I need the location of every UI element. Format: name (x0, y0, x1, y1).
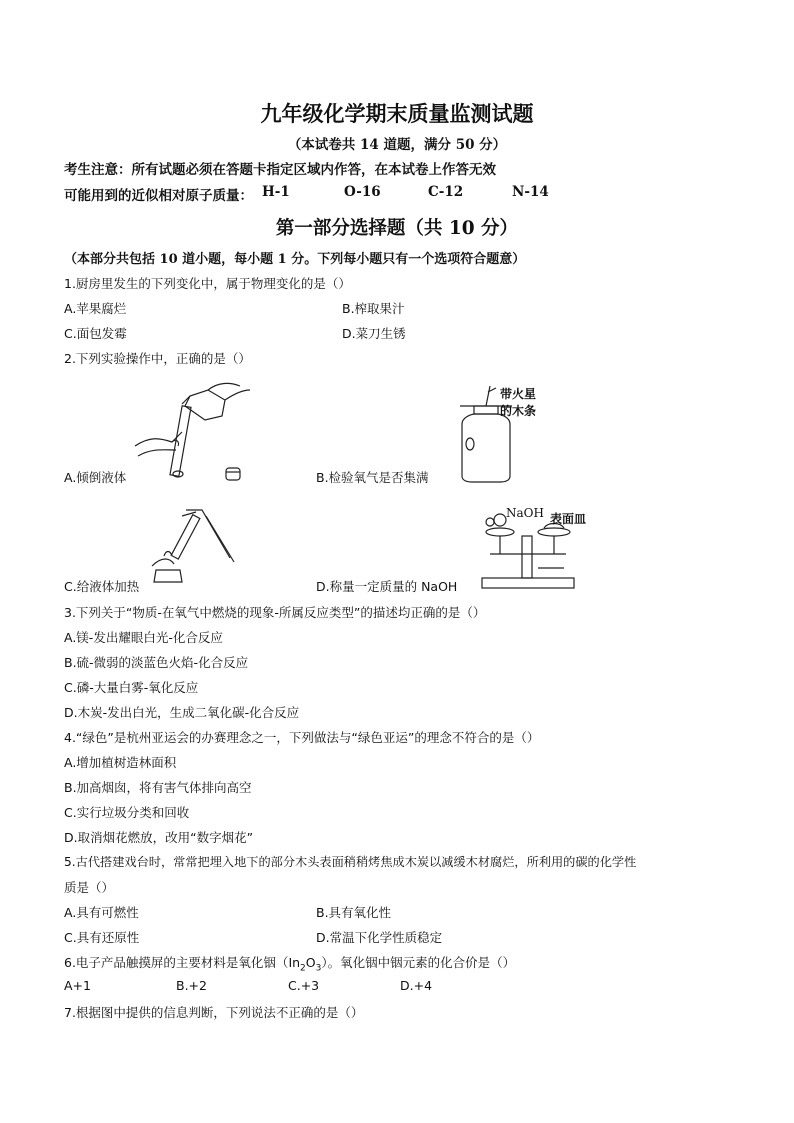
atomic-mass-n: N-14 (512, 184, 549, 200)
q6-formula (288, 955, 322, 974)
atomic-mass-o: O-16 (344, 184, 381, 200)
q6-option-d: D.+4 (400, 978, 433, 993)
q5-option-d: D.常温下化学性质稳定 (316, 930, 443, 945)
q6-option-c: C.+3 (288, 978, 320, 993)
atomic-mass-h: H-1 (262, 184, 290, 200)
q3-option-b: B.硫-微弱的淡蓝色火焰-化合反应 (64, 655, 249, 670)
q5-stem-line2: 质是（） (64, 880, 115, 895)
page-title: 九年级化学期末质量监测试题 (260, 101, 534, 126)
q3-stem: 3.下列关于“物质-在氧气中燃烧的现象-所属反应类型”的描述均正确的是（） (64, 605, 486, 620)
q3-option-c: C.磷-大量白雾-氧化反应 (64, 680, 199, 695)
part1-title: 第一部分选择题（共 10 分） (275, 218, 519, 239)
q6-stem-pre: 6.电子产品触摸屏的主要材料是氧化铟（ (64, 955, 289, 970)
q4-option-a: A.增加植树造林面积 (64, 755, 177, 770)
q4-stem: 4.“绿色”是杭州亚运会的办赛理念之一，下列做法与“绿色亚运”的理念不符合的是（） (64, 730, 540, 745)
q1-option-b: B.榨取果汁 (342, 301, 405, 316)
figure-pouring-liquid (130, 376, 260, 484)
q6-stem (64, 953, 515, 974)
q6-option-b: B.+2 (176, 978, 207, 993)
q7-stem: 7.根据图中提供的信息判断，下列说法不正确的是（） (64, 1005, 364, 1020)
q2-option-d: D.称量一定质量的 NaOH (316, 579, 458, 594)
q2-d-dish-label: 表面皿 (550, 512, 587, 526)
q4-option-b: B.加高烟囱，将有害气体排向高空 (64, 780, 252, 795)
q4-option-c: C.实行垃圾分类和回收 (64, 805, 190, 820)
q2-option-b: B.检验氧气是否集满 (316, 470, 429, 485)
q2-b-label-line1: 带火星 (500, 387, 537, 401)
q2-b-label-line2: 的木条 (500, 404, 537, 418)
atomic-mass-c: C-12 (428, 184, 464, 200)
q1-option-d: D.菜刀生锈 (342, 326, 406, 341)
q3-option-d: D.木炭-发出白光，生成二氧化碳-化合反应 (64, 705, 300, 720)
exam-subtitle: （本试卷共 14 道题，满分 50 分） (287, 137, 507, 153)
part1-instructions: （本部分共包括 10 道小题，每小题 1 分。下列每小题只有一个选项符合题意） (64, 252, 526, 267)
q5-option-a: A.具有可燃性 (64, 905, 139, 920)
figure-heating-liquid (146, 506, 238, 586)
q6-formula-sub2: 2 (300, 963, 306, 974)
q5-option-c: C.具有还原性 (64, 930, 140, 945)
q2-option-a: A.倾倒液体 (64, 470, 127, 485)
q4-option-d: D.取消烟花燃放，改用“数字烟花” (64, 830, 254, 845)
q6-stem-post: ）。氧化铟中铟元素的化合价是（） (321, 955, 516, 970)
q2-option-c: C.给液体加热 (64, 579, 140, 594)
q3-option-a: A.镁-发出耀眼白光-化合反应 (64, 630, 223, 645)
q2-d-naoh-label: NaOH (506, 506, 544, 520)
q1-stem: 1.厨房里发生的下列变化中，属于物理变化的是（） (64, 276, 351, 291)
q2-stem: 2.下列实验操作中，正确的是（） (64, 351, 251, 366)
q6-formula-o: O (305, 955, 316, 970)
q5-stem-line1: 5.古代搭建戏台时，常常把埋入地下的部分木头表面稍稍烤焦成木炭以减缓木材腐烂，所利用的碳的化学性 (64, 855, 637, 869)
atomic-mass-label: 可能用到的近似相对原子质量： (64, 188, 253, 204)
q6-formula-in: In (288, 955, 301, 970)
q1-option-c: C.面包发霉 (64, 326, 127, 341)
q6-formula-sub3: 3 (315, 963, 322, 974)
exam-notice: 考生注意：所有试题必须在答题卡指定区域内作答，在本试卷上作答无效 (64, 162, 496, 178)
q6-option-a: A+1 (64, 978, 91, 993)
q1-option-a: A.苹果腐烂 (64, 301, 127, 316)
q5-option-b: B.具有氧化性 (316, 905, 392, 920)
